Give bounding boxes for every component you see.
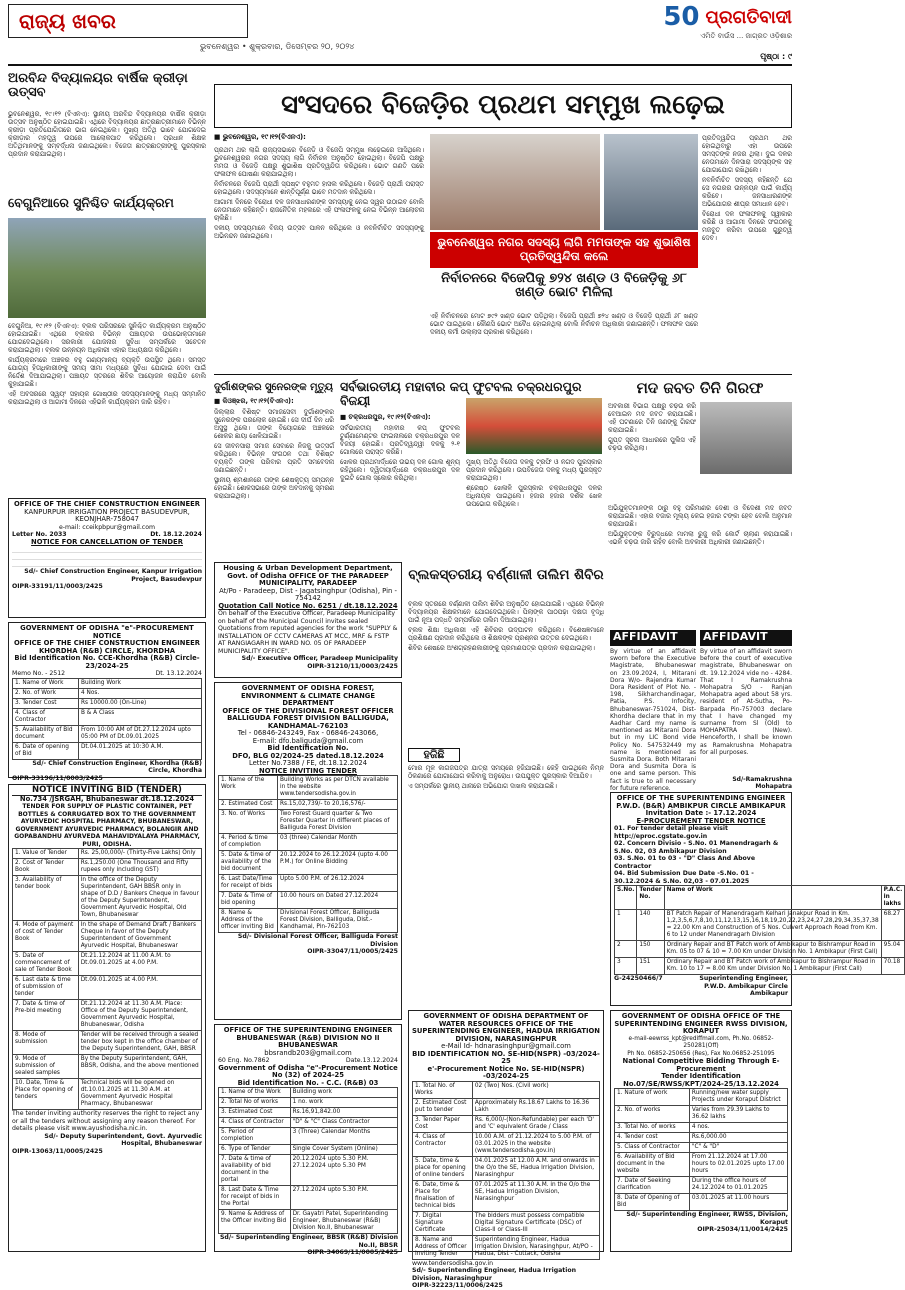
ad-koraput-table xyxy=(614,1088,788,1211)
photo-football xyxy=(466,398,602,454)
table-cell: 8. Name and Address of Officer Inviting Tender xyxy=(413,1235,473,1259)
table-cell: 3. Tender Paper Cost xyxy=(413,1115,473,1132)
table-cell: 5. Date & time of availability of the bid document xyxy=(219,851,278,875)
table-header-cell: S.No. xyxy=(615,886,637,910)
brand-name: ପ୍ରଗତିବାଦୀ xyxy=(705,6,792,28)
table-row xyxy=(413,1132,600,1156)
story-lost-notice: ମୋର ମୂଳ କାଗଜପତ୍ର ଯାତ୍ରା ସମୟରେ ହଜିଯାଇଛି। କେହି ପାଇଥିଲେ ନିମ୍ନ ଠିକଣାରେ ଯୋଗାଯୋଗ କରିବାକୁ ଅନୁରୋଧ। ଉପଯୁକ୍ତ ପୁରସ୍କାର ଦିଆଯିବ। ଏ ସମ୍ପର୍କରେ ସ୍ଥାନୀୟ ଥାନାରେ ଅଭିଯୋଗ ଦାଖଲ କରାଯାଇଛି। xyxy=(408,764,604,790)
table-cell: Rs 10000.00 (On-Line) xyxy=(78,698,201,708)
ad-balliguda-phone: Tel - 06846-243249, Fax - 06846-243066, xyxy=(237,729,379,737)
ad-hadua-notice: e'-Procurement Notice No. SE-HID(NSPR) -03/2024-25 xyxy=(427,1064,585,1080)
ad-kanpur xyxy=(8,498,206,618)
table-row xyxy=(219,892,398,909)
ad-kanpur-sub: KANPURPUR IRRIGATION PROJECT BASUDEVPUR, KEONJHAR-758047 xyxy=(24,507,190,523)
table-cell: Divisional Forest Officer, Balliguda Forest Division, Balliguda, Dist.-Kandhamal, Pin-762103 xyxy=(278,909,398,933)
table-header-cell: Name of Work xyxy=(664,886,881,910)
table-cell: 4 Nos. xyxy=(78,688,201,698)
table-row xyxy=(413,1098,600,1115)
ad-ayurvedic-oipr: OIPR-13063/11/0005/2425 xyxy=(12,1147,103,1155)
ad-paradeep-call: Quotation Call Notice No. 6251 / dt.18.12.2024 xyxy=(218,601,398,610)
ad-ambikapur-invite: Invitation Date :- 17.12.2024 xyxy=(645,809,757,817)
table-row xyxy=(615,1123,788,1133)
table-cell: 2. No. of works xyxy=(615,1106,690,1123)
table-cell: 6. Date of opening of Bid xyxy=(13,742,79,759)
ad-bbsr-rb-title: OFFICE OF THE SUPERINTENDING ENGINEER BHUBANESWAR (R&B) DIVISION NO II BHUBANESWAR xyxy=(223,1026,393,1049)
notice-line: 04. Bid Submission Due Date -S.No. 01 - 30.12.2024 & S.No. 02,03 - 07.01.2025 xyxy=(614,870,754,885)
table-row xyxy=(413,1180,600,1211)
headline-sports-meet: ଅରବିନ୍ଦ ବିଦ୍ୟାଳୟର ବାର୍ଷିକ କ୍ରୀଡ଼ା ଉତ୍ସବ xyxy=(8,71,188,101)
table-row xyxy=(219,1088,398,1098)
ad-balliguda xyxy=(214,682,402,1020)
table-cell: 2. Cost of Tender Book xyxy=(13,859,79,876)
table-row xyxy=(13,876,202,921)
headline-lost: ହଜିଛି xyxy=(408,748,460,762)
ad-paradeep-sign: Sd/- Executive Officer, Paradeep Municipality xyxy=(241,655,398,662)
table-cell: 2. Estimated Cost xyxy=(219,800,278,810)
ad-hadua-title: GOVERNMENT OF ODISHA DEPARTMENT OF WATER RESOURCES OFFICE OF THE SUPERINTENDING ENGINEER, HADUA IRRIGATION DIVISION, NARASINGHPUR xyxy=(412,1012,600,1043)
ad-balliguda-dfo: DFO, BLG 02/2024-25 dated.18.12.2024 xyxy=(232,751,384,760)
table-row xyxy=(13,921,202,952)
ad-balliguda-letter: Letter No.7388 / FE, dt.18.12.2024 xyxy=(248,759,368,767)
story-liquor-col2: ଅଭିଯୁକ୍ତମାନଙ୍କ ଠାରୁ ବହୁ ପରିମାଣର ଦେଶୀ ଓ ବିଦେଶୀ ମଦ ଜବତ କରାଯାଇଛି। ଏହାର ବଜାର ମୂଲ୍ୟ କେଇ ହଜାର ଟଙ୍କା ହେବ ବୋଲି ଅନୁମାନ କରାଯାଉଛି। ଅଭିଯୁକ୍ତଙ୍କ ବିରୁଦ୍ଧରେ ମାମଲା ରୁଜୁ କରି କୋର୍ଟ ଚାଲାଣ କରାଯାଇଛି। ଏଭଳି ଚଢ଼ଉ ଜାରି ରହିବ ବୋଲି ଅବକାରୀ ଅଧିକାରୀ ଜଣାଇଛନ୍ତି। xyxy=(608,504,792,546)
table-cell: From 21.12.2024 at 17.00 hours to 02.01.2025 upto 17.00 hours xyxy=(689,1153,787,1177)
ad-bbsr-rb-sign: Sd/- Superintending Engineer, BBSR (R&B) Division No.II, BBSR xyxy=(219,1234,398,1249)
ad-kanpur-email[interactable]: e-mail: cceikpbpur@gmail.com xyxy=(58,523,156,531)
table-cell: Dt.09.01.2025 at 4.00 P.M. xyxy=(78,976,201,1000)
table-row xyxy=(615,958,905,975)
ad-balliguda-bid: Bid Identification No. xyxy=(267,744,349,752)
table-cell: "D" & "C" Class Contractor xyxy=(290,1118,397,1128)
ad-paradeep-sub: At/Po - Paradeep, Dist - Jagatsinghpur (Odisha), Pin - 754142 xyxy=(219,586,397,602)
byline-keonjhar: ■ କିଓଞ୍ଝର, ୧୯।୧୨(ବିଏନଏ): xyxy=(214,397,294,405)
table-row xyxy=(219,1128,398,1145)
table-row xyxy=(219,1098,398,1108)
ad-ambikapur xyxy=(610,792,903,1006)
ad-balliguda-notice: NOTICE INVITING TENDER xyxy=(259,766,357,775)
ad-koraput-title: GOVERNMENT OF ODISHA OFFICE OF THE SUPERINTENDING ENGINEER RWSS DIVISION, KORAPUT xyxy=(614,1012,788,1035)
table-cell: 1. Name of Work xyxy=(13,678,79,688)
table-cell: Two Forest Guard quarter & Two Forester Quarter in different places of Balliguda Forest Division xyxy=(278,810,398,834)
table-row xyxy=(219,834,398,851)
affidavit2-body: By virtue of an affidavit sworn before the court of executive magistrate, Bhubaneswar on dt. 19.12.2024 vide no - 4284. That I Ramakrushna Mohapatra S/O - Ranjan Mohapatra aged about 58 yrs. resident of At-Sutha, Po-Barpada Pin-757003 declare that I have changed my surname from Sl (Old) to MOHAPATRA (New). Henceforth, I shall be known as Ramakrushna Mohapatra for all purposes. xyxy=(700,648,792,756)
table-cell: 4. Period & time of completion xyxy=(219,834,278,851)
table-row xyxy=(413,1235,600,1259)
ad-kanpur-date: Dt. 18.12.2024 xyxy=(150,531,202,538)
table-row xyxy=(615,910,905,941)
brand-tagline: ଏମିତି ବାଉଁସ ... ଜାଗ୍ରତ ଓଡ଼ିଶାର xyxy=(700,32,792,40)
table-cell: Rs. 6,000/-(Non-Refundable) per each 'D' and 'C' equivalent Grade / Class xyxy=(472,1115,599,1132)
ad-kanpur-oipr: OIPR-33191/11/0003/2425 xyxy=(12,583,103,590)
ad-khordha-sub: OFFICE OF THE CHIEF CONSTRUCTION ENGINEER KHORDHA (R&B) CIRCLE, KHORDHA xyxy=(14,639,200,655)
notice-line: 03. S.No. 01 to 03 - "D" Class And Above Contractor xyxy=(614,855,756,870)
table-cell: 7. Date of Seeking clarification xyxy=(615,1177,690,1194)
table-row xyxy=(13,742,202,759)
story-football-col2: ମୁଖ୍ୟ ଅତିଥି ବିଜେତା ଦଳକୁ ଟ୍ରଫି ଓ ନଗଦ ପୁରସ୍କାର ପ୍ରଦାନ କରିଥିଲେ। ଉପବିଜେତା ଦଳକୁ ମଧ୍ୟ ପୁରସ୍କୃତ କରାଯାଇଥିଲା। ଶ୍ରେଷ୍ଠ ଖେଳାଳି ପୁରସ୍କାର ଚକ୍ରଧରପୁର ଦଳର ଅଧିନାୟକ ପାଇଥିଲେ। ହଜାର ହଜାର ଦର୍ଶକ ଖେଳ ଉପଭୋଗ କରିଥିଲେ। xyxy=(466,458,602,508)
headline-football: ସର୍ବଭାରତୀୟ ମହାବୀର କପ୍ ଫୁଟବଲ ଚକ୍ରଧରପୁର ବିଜୟୀ xyxy=(340,379,582,408)
ad-ambikapur-notice: E-PROCUREMENT TENDER NOTICE xyxy=(636,816,766,825)
table-row xyxy=(413,1211,600,1235)
table-cell: 150 xyxy=(637,941,664,958)
table-row xyxy=(219,810,398,834)
ad-hadua-table xyxy=(412,1081,600,1260)
notice-line: 02. Concern Divisio - S.No. 01 Manendragarh & S.No. 02, 03 Ambikapur Division xyxy=(614,840,779,855)
ad-ambikapur-sub: P.W.D. (B&R) AMBIKPUR CIRCLE AMBIKAPUR xyxy=(616,801,786,810)
ad-ayurvedic-sign: Sd/- Deputy Superintendent, Govt. Ayurvedic Hospital, Bhubaneswar xyxy=(44,1132,202,1147)
ad-ambikapur-title: OFFICE OF THE SUPERINTENDING ENGINEER xyxy=(616,794,786,802)
ad-khordha-title: GOVERNMENT OF ODISHA "e"-PROCUREMENT NOTICE xyxy=(20,624,194,640)
table-row xyxy=(219,776,398,800)
table-cell: Rs. 25,00,000/- (Thirty-Five Lakhs) Only xyxy=(78,849,201,859)
table-cell: 3. Tender Cost xyxy=(13,698,79,708)
ad-ayurvedic-title: NOTICE INVITING BID (TENDER) xyxy=(12,787,202,796)
ad-balliguda-sub: OFFICE OF THE DIVISIONAL FOREST OFFICER BALLIGUDA FOREST DIVISION BALLIGUDA, KANDHAMAL-762103 xyxy=(222,706,394,730)
table-cell: 6. Type of Tender xyxy=(219,1145,291,1155)
table-cell: 4. Class of Contractor xyxy=(413,1132,473,1156)
table-cell: 4. Tender cost xyxy=(615,1133,690,1143)
table-row xyxy=(413,1156,600,1180)
table-cell: 10.00 hours on Dated 27.12.2024 xyxy=(278,892,398,909)
header-rule xyxy=(8,64,792,66)
table-cell: 7. Date & Time of bid opening xyxy=(219,892,278,909)
ad-hadua-email[interactable]: e-Mail Id- hdnarasinghpur@gmail.com xyxy=(441,1042,571,1050)
table-row xyxy=(615,1133,788,1143)
photo-program xyxy=(8,218,206,318)
affidavit2-title: AFFIDAVIT xyxy=(700,630,792,646)
date-line: ଭୁବନେଶ୍ୱର • ଶୁକ୍ରବାର, ଡିସେମ୍ବର ୨୦, ୨୦୨୪ xyxy=(200,42,355,51)
table-header-cell: P.A.C. in lakhs xyxy=(881,886,905,910)
photo-mamata xyxy=(430,134,600,230)
ad-khordha-date: Dt. 13.12.2024 xyxy=(155,670,202,677)
ad-koraput xyxy=(610,1010,792,1252)
ad-hadua-site[interactable]: www.tendersodisha.gov.in xyxy=(412,1259,494,1267)
table-cell: 5. Period of completion xyxy=(219,1128,291,1145)
table-cell: 4. Class of Contractor xyxy=(219,1118,291,1128)
table-row xyxy=(615,941,905,958)
story-obituary: ଜିଲ୍ଲାର ବିଶିଷ୍ଟ ସମାଜସେବୀ ଦୁର୍ଗାଶଙ୍କର ସୁନେରଙ୍କ ପରଲୋକ ହୋଇଛି। ସେ ଦୀର୍ଘ ଦିନ ଧରି ଅସୁସ୍ଥ ଥିଲେ। ତାଙ୍କ ବିୟୋଗରେ ଅଞ୍ଚଳରେ ଶୋକର ଛାୟା ଖେଳିଯାଇଛି। ସେ ଜୀବନସାରା ସମାଜ ସେବାରେ ନିଜକୁ ଉତ୍ସର୍ଗ କରିଥିଲେ। ବିଭିନ୍ନ ସଂଗଠନ ତଥା ବିଶିଷ୍ଟ ବ୍ୟକ୍ତି ତାଙ୍କ ପରିବାର ପ୍ରତି ସମବେଦନା ଜଣାଇଛନ୍ତି। ସ୍ଥାନୀୟ ଶ୍ମଶାନରେ ତାଙ୍କ ଶେଷକୃତ୍ୟ ସମ୍ପନ୍ନ ହୋଇଛି। ଶୋକସଭାରେ ତାଙ୍କ ଅବଦାନକୁ ସ୍ମରଣ କରାଯାଇଥିଲା। xyxy=(214,408,334,500)
table-cell: 3 xyxy=(615,958,637,975)
table-cell: 02 (Two) Nos. (Civil work) xyxy=(472,1081,599,1098)
table-row xyxy=(13,849,202,859)
table-row xyxy=(413,1081,600,1098)
table-cell: 2. Total No of works xyxy=(219,1098,291,1108)
table-row xyxy=(13,725,202,742)
table-row xyxy=(615,1089,788,1106)
table-row xyxy=(219,1108,398,1118)
ad-bbsr-rb-email[interactable]: bbsrandb203@gmail.com xyxy=(264,1048,352,1057)
ad-koraput-sign: Sd/- Superintending Engineer, RWSS, Division, Koraput xyxy=(626,1211,788,1226)
table-cell: Upto 5.00 P.M. of 26.12.2024 xyxy=(278,875,398,892)
table-cell: 68.27 xyxy=(881,910,905,941)
table-row xyxy=(13,678,202,688)
ad-bbsr-rb xyxy=(214,1024,402,1256)
ad-bbsr-rb-date: Date.13.12.2024 xyxy=(345,1057,398,1064)
table-cell: Tender will be received through a sealed tender box kept in the office chamber of the Deputy Superintendent, GAH, BBSR xyxy=(78,1031,201,1055)
table-row xyxy=(13,698,202,708)
ad-koraput-no: Tender Identification No.07/SE/RWSS/KPT/2024-25/13.12.2024 xyxy=(623,1072,779,1088)
table-cell: 6. Last date & time of submission of tender xyxy=(13,976,79,1000)
table-cell: 3. Total No. of works xyxy=(615,1123,690,1133)
table-row xyxy=(219,851,398,875)
table-row xyxy=(219,1145,398,1155)
table-cell: 20.12.2024 to 26.12.2024 (upto 4.00 P.M.) for Online Bidding xyxy=(278,851,398,875)
ad-kanpur-letter: Letter No. 2033 xyxy=(12,531,67,538)
ad-koraput-oipr: OIPR-25034/11/0014/2425 xyxy=(697,1226,788,1233)
ad-balliguda-email[interactable]: E-mail: dfo.baliguda@gmail.com xyxy=(252,736,364,745)
table-cell: 10.00 A.M. of 21.12.2024 to 5.00 P.M. of 03.01.2025 in the website (www.tendersodisha.gov.in) xyxy=(472,1132,599,1156)
lead-story-col2: ଏହି ନିର୍ବାଚନରେ ମୋଟ ୭୯୨ ଖଣ୍ଡ ଭୋଟ ପଡ଼ିଥିଲା। ବିଜେପି ପ୍ରାର୍ଥୀ ୭୨୪ ଖଣ୍ଡ ଓ ବିଜେଡ଼ି ପ୍ରାର୍ଥୀ ୬୮ ଖଣ୍ଡ ଭୋଟ ପାଇଥିଲେ। କୌଣସି ଭୋଟ ଅବୈଧ ହୋଇନଥିଲା ବୋଲି ନିର୍ବାଚନ ଅଧିକାରୀ ଜଣାଇଛନ୍ତି। ଫଳାଫଳ ପରେ ଦଳୀୟ କର୍ମୀ ଉଲ୍ଲାସ ପ୍ରକାଶ କରିଥିଲେ। xyxy=(430,312,698,336)
ad-paradeep-body: On behalf of the Executive Officer, Paradeep Municipality on behalf of the Municipal Council invites sealed Quotations from reputed agencies for the work "SUPPLY & INSTALLATION OF CCTV CAMERAS AT MCC, MRF & FSTP AT RANGIAGARH IN WARD NO. 05 OF PARADEEP MUNICIPALITY OFFICE". xyxy=(218,610,398,655)
ad-ambikapur-lines xyxy=(614,825,788,885)
table-cell: B & A Class xyxy=(78,708,201,725)
ad-bbsr-rb-procure: Government of Odisha "e"-Procurement Notice No (32) of 2024-25 xyxy=(218,1063,398,1079)
table-cell: During the office hours of 24.12.2024 to 01.01.2025 xyxy=(689,1177,787,1194)
table-cell: 5. Class of Contractor xyxy=(615,1143,690,1153)
byline-chakradharpur: ■ ଚକ୍ରଧରପୁର, ୧୯।୧୨(ବିଏନଏ): xyxy=(340,413,431,421)
table-cell: 1. Nature of work xyxy=(615,1089,690,1106)
ad-khordha-sign: Sd/- Chief Construction Engineer, Khordha (R&B) Circle, Khordha xyxy=(32,759,202,774)
table-cell: From 10:00 AM of Dt.27.12.2024 upto 05:00 PM of Dt.09.01.2025 xyxy=(78,725,201,742)
table-cell: Single Cover System (Online) xyxy=(290,1145,397,1155)
table-cell: 70.18 xyxy=(881,958,905,975)
anniversary-logo: 50 xyxy=(663,2,700,32)
headline-beguniya: ବେଗୁନିଆରେ ସୁନିଶ୍ଚିତ କାର୍ଯ୍ୟକ୍ରମ xyxy=(8,195,174,210)
table-cell: In the shape of Demand Draft / Bankers Cheque in favor of the Deputy Superintendent of Government Ayurvedic Hospital, Bhubaneswar xyxy=(78,921,201,952)
table-cell: 8. Mode of submission xyxy=(13,1031,79,1055)
ad-hadua-sign: Sd/- Superintending Engineer, Hadua Irrigation Division, Narasinghpur xyxy=(412,1267,577,1282)
table-row xyxy=(219,800,398,810)
table-row xyxy=(13,708,202,725)
page-number: ପୃଷ୍ଠା : ୯ xyxy=(760,52,792,61)
table-cell: BT Patch Repair of Manendragarh Kelhari Janakpur Road in Km. 1,2,3,5,6,7,8,10,11,12,13,15,16,18,19,20,22,23,24,27,28,29,34,35,37,38 = 22.00 Km and Construction of 5 Nos. Culvert Approach Road from Km. 6 to 12 under Manendragarh Division xyxy=(664,910,881,941)
lead-subhead: ନିର୍ବାଚନରେ ବିଜେପିକୁ ୭୨୪ ଖଣ୍ଡ ଓ ବିଜେଡ଼ିକୁ ୬୮ ଖଣ୍ଡ ଭୋଟ ମିଳିଲା xyxy=(441,271,687,301)
table-cell: 3. No. of Works xyxy=(219,810,278,834)
ad-hadua-bid: BID IDENTIFICATION NO. SE-HID(NSPR) -03/2024-25 xyxy=(412,1049,600,1065)
table-cell: 3 (Three) Calendar Months xyxy=(290,1128,397,1145)
ad-ambikapur-sign: Superintending Engineer, P.W.D. Ambikapur Circle Ambikapur xyxy=(699,975,788,997)
ad-ayurvedic-footer: The tender inviting authority reserves the right to reject any or all the tenders without assigning any reason thereof. For details please visit www.ayushodisha.nic.in. xyxy=(12,1110,200,1132)
table-cell: 5. Date, time & place for opening of online tenders xyxy=(413,1156,473,1180)
section-title: ରାଜ୍ୟ ଖବର xyxy=(8,4,248,38)
table-cell: 4 nos. xyxy=(689,1123,787,1133)
story-liquor-col1: ଅବକାରୀ ବିଭାଗ ପକ୍ଷରୁ ଚଢ଼ଉ କରି ବେଆଇନ ମଦ ଜବତ କରାଯାଇଛି। ଏହି ଘଟଣାରେ ତିନି ଜଣଙ୍କୁ ଗିରଫ କରାଯାଇଛି। ଗୁପ୍ତ ସୂଚନା ଆଧାରରେ ପୁଲିସ ଏହି ଚଢ଼ଉ କରିଥିଲା। xyxy=(608,402,696,452)
table-cell: 8. Name & Address of the officer inviting Bid xyxy=(219,909,278,933)
ad-kanpur-sign: Sd/- Chief Construction Engineer, Kanpur Irrigation Project, Basudevpur xyxy=(24,568,202,583)
ad-paradeep-title: Housing & Urban Development Department, Govt. of Odisha OFFICE OF THE PARADEEP MUNICIPALITY, PARADEEP xyxy=(223,564,393,587)
table-row xyxy=(13,1000,202,1031)
ad-kanpur-body xyxy=(12,546,202,568)
table-cell: Dt.21.12.2024 at 11.00 A.M. to Dt.09.01.2025 at 4.00 P.M. xyxy=(78,952,201,976)
table-cell: 8. Date of Opening of Bid xyxy=(615,1194,690,1211)
table-cell: 4. Class of Contractor xyxy=(13,708,79,725)
ad-kanpur-title: OFFICE OF THE CHIEF CONSTRUCTION ENGINEER xyxy=(14,500,200,508)
table-cell: 5. Availability of Bid document xyxy=(13,725,79,742)
notice-line: 01. For tender detail please visit http://eproc.cgstate.gov.in xyxy=(614,825,728,840)
affidavit1-title: AFFIDAVIT xyxy=(610,630,696,646)
table-cell: Rs.15,02,739/- to 20,16,576/- xyxy=(278,800,398,810)
table-cell: 95.04 xyxy=(881,941,905,958)
lead-story-col1: ପ୍ରଥମ ଥର ଲାଗି ରାଜ୍ୟସଭାରେ ବିଜେଡ଼ି ଓ ବିଜେପି ସମ୍ମୁଖ ଲଢ଼େଇରେ ଆସିଥିଲେ। ଭୁବନେଶ୍ୱରର ନଗର ସଦସ୍ୟ ଲାଗି ନିର୍ବାଚନ ଅନୁଷ୍ଠିତ ହୋଇଥିଲା। ବିଜେପି ପକ୍ଷରୁ ମମତା ଓ ବିଜେଡ଼ି ପକ୍ଷରୁ ଶୁଭାଶିଷ ପ୍ରତିଦ୍ୱନ୍ଦିତା କରିଥିଲେ। ଭୋଟ ଗଣତି ପରେ ଫଳାଫଳ ଘୋଷଣା କରାଯାଇଥିଲା। ନିର୍ବାଚନରେ ବିଜେପି ପ୍ରାର୍ଥୀ ସ୍ପଷ୍ଟ ବହୁମତ ହାସଲ କରିଥିଲେ। ବିଜେଡ଼ି ପ୍ରାର୍ଥୀ ପରାସ୍ତ ହୋଇଥିଲେ। ସଦସ୍ୟମାନେ ଶାନ୍ତିପୂର୍ଣ୍ଣ ଭାବେ ମତଦାନ କରିଥିଲେ। ଆଗାମୀ ଦିନରେ ବିରୋଧୀ ଦଳ ଜନସାଧାରଣଙ୍କ ସମସ୍ୟାକୁ ନେଇ ସ୍ୱର ଉଠାଇବ ବୋଲି ନେତାମାନେ କହିଛନ୍ତି। ରାଜନୈତିକ ମହଲରେ ଏହି ଫଳାଫଳକୁ ନେଇ ବିଭିନ୍ନ ଆଲୋଚନା ଚାଲିଛି। ଦଳୀୟ ସଦସ୍ୟମାନେ ବିଜୟ ଉତ୍ସବ ପାଳନ କରିଥିଲେ ଓ ନବନିର୍ବାଚିତ ସଦସ୍ୟଙ୍କୁ ଅଭିନନ୍ଦନ ଜଣାଇଥିଲେ। xyxy=(214,146,424,240)
table-cell: 3. Availability of tender book xyxy=(13,876,79,921)
ad-khordha xyxy=(8,622,206,782)
ad-balliguda-table xyxy=(218,775,398,933)
table-cell: 03 (three) Calendar Month xyxy=(278,834,398,851)
ad-koraput-ph: Ph No. 06852-250656 (Res), Fax No.06852-251095 xyxy=(627,1050,775,1057)
table-cell: Building Work xyxy=(78,678,201,688)
table-row xyxy=(219,909,398,933)
table-row xyxy=(13,952,202,976)
table-cell: Rs.16,91,842.00 xyxy=(290,1108,397,1118)
table-cell: 8. Last Date & Time for receipt of bids in the Portal xyxy=(219,1186,291,1210)
ad-balliguda-oipr: OIPR-33047/11/0005/2425 xyxy=(307,948,398,955)
headline-obituary: ଦୁର୍ଗାଶଙ୍କର ସୁନେରଙ୍କ ମୃତ୍ୟୁ xyxy=(214,382,334,393)
story-training-camp: ବ୍ଲକ ସ୍ତରରେ ବର୍ଣ୍ଣାଳୀ ତାଲିମ ଶିବିର ଅନୁଷ୍ଠିତ ହୋଇଯାଇଛି। ଏଥିରେ ବିଭିନ୍ନ ବିଦ୍ୟାଳୟର ଶିକ୍ଷକମାନେ ଯୋଗଦେଇଥିଲେ। ପିଲାଙ୍କ ପାଠପଢ଼ା ଦକ୍ଷତା ବୃଦ୍ଧି ପାଇଁ ନୂଆ ପଦ୍ଧତି ସମ୍ପର୍କରେ ତାଲିମ ଦିଆଯାଇଥିଲା। ବ୍ଲକ ଶିକ୍ଷା ଅଧିକାରୀ ଏହି ଶିବିରର ଉଦ୍‌ଘାଟନ କରିଥିଲେ। ବିଶେଷଜ୍ଞମାନେ ପ୍ରଶିକ୍ଷଣ ପ୍ରଦାନ କରିଥିଲେ ଓ ଶିକ୍ଷକଙ୍କ ପ୍ରଶ୍ନର ଉତ୍ତର ଦେଇଥିଲେ। ଶିବିର ଶେଷରେ ଅଂଶଗ୍ରହଣକାରୀଙ୍କୁ ପ୍ରମାଣପତ୍ର ପ୍ରଦାନ କରାଯାଇଥିଲା। xyxy=(408,600,604,652)
story-sports-meet: ଭୁବନେଶ୍ୱର, ୧୯।୧୨ (ବିଏନଏ): ସ୍ଥାନୀୟ ଅରବିନ୍ଦ ବିଦ୍ୟାଳୟର ବାର୍ଷିକ କ୍ରୀଡ଼ା ଉତ୍ସବ ଅନୁଷ୍ଠିତ ହୋଇଯାଇଛି। ଏଥିରେ ବିଦ୍ୟାଳୟର ଛାତ୍ରଛାତ୍ରୀମାନେ ବିଭିନ୍ନ କ୍ରୀଡ଼ା ପ୍ରତିଯୋଗିତାରେ ଭାଗ ନେଇଥିଲେ। ମୁଖ୍ୟ ଅତିଥି ଭାବେ ଯୋଗଦେଇ କ୍ରୀଡ଼ାର ମହତ୍ତ୍ୱ ଉପରେ ଆଲୋକପାତ କରିଥିଲେ। ପ୍ରଧାନ ଶିକ୍ଷକ ଅତିଥିମାନଙ୍କୁ ସମ୍ବର୍ଦ୍ଧନା ଜଣାଇଥିଲେ। ବିଜେତା ଛାତ୍ରଛାତ୍ରୀଙ୍କୁ ପୁରସ୍କାର ପ୍ରଦାନ କରାଯାଇଥିଲା। xyxy=(8,110,206,158)
table-cell: 4. Mode of payment of cost of Tender Book xyxy=(13,921,79,952)
ad-ayurvedic-table xyxy=(12,848,202,1110)
table-cell: 151 xyxy=(637,958,664,975)
ad-bbsr-rb-po: 60 Eng. No.7862 xyxy=(218,1057,270,1064)
ad-bbsr-rb-oipr: OIPR-34069/11/0005/2425 xyxy=(307,1249,398,1256)
table-row xyxy=(615,1194,788,1211)
table-cell: 7. Digital Signature Certificate xyxy=(413,1211,473,1235)
table-cell: 27.12.2024 upto 5.30 P.M. xyxy=(290,1186,397,1210)
table-cell: 1. Name of the Work xyxy=(219,776,278,800)
table-cell: Rs.6,000.00 xyxy=(689,1133,787,1143)
story-beguniya: ବେଗୁନିଆ, ୧୯।୧୨ (ବିଏନଏ): ବ୍ଲକ ପରିସରରେ ସୁନିଶ୍ଚିତ କାର୍ଯ୍ୟକ୍ରମ ଅନୁଷ୍ଠିତ ହୋଇଯାଇଛି। ଏଥିରେ ବ୍ଲକର ବିଭିନ୍ନ ପଞ୍ଚାୟତର ଉପଭୋକ୍ତାମାନେ ଯୋଗଦେଇଥିଲେ। ସରକାରୀ ଯୋଜନାର ସୁବିଧା ସମ୍ପର୍କରେ ସଚେତନ କରାଯାଇଥିଲା। ବ୍ଲକ ଉନ୍ନୟନ ଅଧିକାରୀ ଏହାର ଅଧ୍ୟକ୍ଷତା କରିଥିଲେ। କାର୍ଯ୍ୟକ୍ରମରେ ଅଞ୍ଚଳର ବହୁ ଗଣ୍ୟମାନ୍ୟ ବ୍ୟକ୍ତି ଉପସ୍ଥିତ ଥିଲେ। ସମସ୍ତ ଯୋଗ୍ୟ ହିତାଧିକାରୀଙ୍କୁ ସମୟ ସୀମା ମଧ୍ୟରେ ସୁବିଧା ଯୋଗାଇ ଦେବା ପାଇଁ ନିର୍ଦ୍ଦେଶ ଦିଆଯାଇଥିଲା। ପଞ୍ଚାୟତ ସ୍ତରରେ ଶିବିର ଆୟୋଜନ କରାଯିବ ବୋଲି କୁହାଯାଇଛି। ଏହି ଅବସରରେ ସ୍ୱୟଂ ସହାୟକ ଗୋଷ୍ଠୀର ସଦସ୍ୟମାନଙ୍କୁ ମଧ୍ୟ ସମ୍ମାନିତ କରାଯାଇଥିଲା ଓ ଆଗାମୀ ଦିନରେ ଏହିଭଳି କାର୍ଯ୍ୟକ୍ରମ ଜାରି ରହିବ। xyxy=(8,322,206,406)
table-row xyxy=(13,976,202,1000)
table-row xyxy=(219,1210,398,1234)
photo-subhashish xyxy=(604,134,698,230)
table-cell: 03.01.2025 at 11.00 hours xyxy=(689,1194,787,1211)
table-cell: Running/new water supply Projects under Koraput District xyxy=(689,1089,787,1106)
table-cell: Approximately Rs.18.67 Lakhs to 16.36 Lakh xyxy=(472,1098,599,1115)
ad-ambikapur-table xyxy=(614,885,905,975)
ad-ambikapur-code: G-24250466/7 xyxy=(614,975,663,982)
ad-bbsr-rb-bid: Bid Identification No. - C.C. (R&B) 03 xyxy=(237,1078,379,1087)
table-cell: 9. Name & Address of the Officer inviting Bid xyxy=(219,1210,291,1234)
ad-hadua xyxy=(408,1010,604,1289)
table-cell: 20.12.2024 upto 5.30 P.M. 27.12.2024 upto 5.30 PM xyxy=(290,1155,397,1186)
table-cell: 2. No. of Work xyxy=(13,688,79,698)
ad-koraput-notice: National Competitive Bidding Through E-Procurement xyxy=(622,1057,780,1073)
ad-balliguda-sign: Sd/- Divisional Forest Officer, Balliguda Forest Division xyxy=(237,933,398,948)
lead-byline: ■ ଭୁବନେଶ୍ୱର, ୧୯।୧୨(ବିଏନଏ): xyxy=(214,133,306,141)
lead-photo-caption: ଭୁବନେଶ୍ୱର ନଗର ସଦସ୍ୟ ଲାଗି ମମତାଙ୍କ ସହ ଶୁଭାଶିଷ ପ୍ରତିଦ୍ୱନ୍ଦିତା କଲେ xyxy=(430,232,698,268)
table-cell: 7. Date & time of availability of bid document in the portal xyxy=(219,1155,291,1186)
table-cell: 1 no. work xyxy=(290,1098,397,1108)
table-row xyxy=(615,1106,788,1123)
table-cell: 1. Total No. of Works xyxy=(413,1081,473,1098)
table-header-cell: Tender No. xyxy=(637,886,664,910)
ad-ayurvedic-no: No.734 /JSRGAH, Bhubaneswar dt.18.12.2024 xyxy=(19,794,195,803)
table-cell: 140 xyxy=(637,910,664,941)
table-cell: Dt.21.12.2024 at 11.30 A.M. Place: Office of the Deputy Superintendent, Government Ayurvedic Hospital, Bhubaneswar, Odisha xyxy=(78,1000,201,1031)
table-cell: 5. Date of commencement of sale of Tender Book xyxy=(13,952,79,976)
table-row xyxy=(13,1055,202,1079)
table-cell: 6. Date, time & Place for finalisation of technical bids xyxy=(413,1180,473,1211)
table-cell: 9. Mode of submission of sealed samples xyxy=(13,1055,79,1079)
table-row xyxy=(219,875,398,892)
table-cell: Ordinary Repair and BT Patch work of Ambikapur to Bishrampur Road in Km. 10 to 17 = 8.00 Km under Division No. 1 Ambikapur (First Call) xyxy=(664,958,881,975)
table-cell: Dr. Gayatri Patel, Superintending Engineer, Bhubaneswar (R&B) Division No.II, Bhubaneswar xyxy=(290,1210,397,1234)
ad-khordha-memo: Memo No. - 2512 xyxy=(12,670,66,677)
table-cell: Dt.04.01.2025 at 10:30 A.M. xyxy=(78,742,201,759)
table-cell: 10. Date, Time & Place for opening of tenders xyxy=(13,1079,79,1110)
table-cell: Technical bids will be opened on dt.10.01.2025 at 11.30 A.M. at Government Ayurvedic Hospital Pharmacy, Bhubaneswar xyxy=(78,1079,201,1110)
table-cell: 2. Estimated Cost put to tender xyxy=(413,1098,473,1115)
table-cell: 07.01.2025 at 11.30 A.M. in the O/o the SE, Hadua Irrigation Division, Narasinghpur xyxy=(472,1180,599,1211)
affidavit1-body: By virtue of an affidavit sworn before the Executive Magistrate, Bhubaneswar on 23.09.2024, I, Mitarani Dora W/o- Rajendra Kumar Dora Resident of Plot No. - 198, Sikharchandinagar, Patia, P.S. Infocity, Bhubaneswar-751024, Dist-Khordha declare that in my Aadhar Card my name is mentioned as Mitarani Dora but in my LIC Bond vide Policy No. 547532449 my name is mentioned as Susmita Dora. Both Mitarani Dora and Susmita Dora is one and same person. This fact is true to all necessary for future reference. xyxy=(610,648,696,792)
table-cell: Superintending Engineer, Hadua Irrigation Division, Narasinghpur, At/PO - Hadua, Dist - Cuttack, Odisha xyxy=(472,1235,599,1259)
table-cell: 3. Estimated Cost xyxy=(219,1108,291,1118)
table-cell: Building work xyxy=(290,1088,397,1098)
table-cell: 1 xyxy=(615,910,637,941)
table-row xyxy=(413,1115,600,1132)
table-row xyxy=(13,688,202,698)
table-cell: "C" & "D" xyxy=(689,1143,787,1153)
ad-koraput-email[interactable]: e-mail-eewrss_kpt@rediffmail.com, Ph.No. 06852-250281(Off) xyxy=(628,1035,774,1049)
ad-khordha-oipr: OIPR-33196/11/0003/2425 xyxy=(12,774,103,782)
table-cell: Varies from 29.39 Lakhs to 36.62 lakhs xyxy=(689,1106,787,1123)
ad-khordha-table xyxy=(12,678,202,760)
ad-ayurvedic-sub: TENDER FOR SUPPLY OF PLASTIC CONTAINER, PET BOTTLES & CORRUGATED BOX TO THE GOVERNMENT AYURVEDIC HOSPITAL PHARMACY, BHUBANESWAR, GOVERNMENT AYURVEDIC PHARMACY, BOLANGIR AND GOPABANDHU AYURVEDA MAHAVIDYALAYA PHARMACY, PURI, ODISHA. xyxy=(14,803,200,848)
table-cell: 04.01.2025 at 12.00 A.M. and onwards in the O/o the SE, Hadua Irrigation Division, Narasinghpur xyxy=(472,1156,599,1180)
ad-paradeep-oipr: OIPR-31210/11/0003/2425 xyxy=(307,662,398,670)
table-row xyxy=(219,1186,398,1210)
table-row xyxy=(13,1031,202,1055)
table-row xyxy=(615,1177,788,1194)
table-cell: The bidders must possess compatible Digital Signature Certificate (DSC) of Class-II or Class-III xyxy=(472,1211,599,1235)
table-cell: By the Deputy Superintendent, GAH, BBSR, Odisha, and the above mentioned xyxy=(78,1055,201,1079)
headline-liquor: ମଦ ଜବତ ତିନି ଗିରଫ xyxy=(636,379,764,397)
table-cell: Building Works as per DTCN available in the website www.tendersodisha.gov.in xyxy=(278,776,398,800)
table-row xyxy=(219,1155,398,1186)
lead-headline: ସଂସଦରେ ବିଜେଡ଼ିର ପ୍ରଥମ ସମ୍ମୁଖ ଲଢ଼େଇ xyxy=(214,84,792,128)
ad-khordha-bid: Bid Identification No. CCE-Khordha (R&B) Circle-23/2024-25 xyxy=(14,654,200,670)
headline-training-camp: ବ୍ଲକସ୍ତରୀୟ ବର୍ଣ୍ଣାଳୀ ତାଲିମ ଶିବିର xyxy=(408,567,604,583)
ad-hadua-oipr: OIPR-32223/11/0006/2425 xyxy=(412,1282,503,1289)
story-football-col1: ସର୍ବଭାରତୀୟ ମହାବୀର କପ୍ ଫୁଟବଲ ଟୁର୍ଣ୍ଣାମେଣ୍ଟର ଫାଇନାଲରେ ଚକ୍ରଧରପୁର ଦଳ ବିଜୟୀ ହୋଇଛି। ପ୍ରତିଦ୍ୱନ୍ଦ୍ୱୀ ଦଳକୁ ୨-୧ ଗୋଲରେ ପରାସ୍ତ କରିଛି। ଖେଳର ପ୍ରଥମାର୍ଦ୍ଧରେ ଉଭୟ ଦଳ ଗୋଲ ଶୂନ୍ୟ ରହିଥିଲେ। ଦ୍ୱିତୀୟାର୍ଦ୍ଧରେ ଚକ୍ରଧରପୁର ଦଳ ଦୁଇଟି ଗୋଲ ସ୍କୋର କରିଥିଲା। xyxy=(340,424,460,482)
table-cell: Rs.1,250.00 (One Thousand and Fifty rupees only including GST) xyxy=(78,859,201,876)
table-row xyxy=(615,1153,788,1177)
photo-liquor xyxy=(700,402,792,474)
table-row xyxy=(13,859,202,876)
table-cell: 6. Last Date/Time for receipt of bids xyxy=(219,875,278,892)
table-row xyxy=(615,1143,788,1153)
lead-story-col4: ପ୍ରତିଦ୍ୱନ୍ଦିତା ପ୍ରଥମ ଥର ହୋଇଥିବାରୁ ଏହା ଉପରେ ସମସ୍ତଙ୍କ ନଜର ଥିଲା। ଦୁଇ ଦଳର ନେତାମାନେ ଦିନସାରା ସଦସ୍ୟଙ୍କ ସହ ଯୋଗାଯୋଗ ରଖିଥିଲେ। ନବନିର୍ବାଚିତ ସଦସ୍ୟ କହିଛନ୍ତି ଯେ ସେ ନଗରର ଉନ୍ନୟନ ପାଇଁ କାର୍ଯ୍ୟ କରିବେ। ଜନସାଧାରଣଙ୍କ ଅଭିଯୋଗର ଶୀଘ୍ର ସମାଧାନ ହେବ। ବିରୋଧୀ ଦଳ ଫଳାଫଳକୁ ସ୍ୱୀକାର କରିଛି ଓ ଆଗାମୀ ଦିନରେ ସଂଗଠନକୁ ମଜବୁତ କରିବା ଉପରେ ଗୁରୁତ୍ୱ ଦେବ। xyxy=(702,134,792,242)
table-cell: 1. Name of the Work xyxy=(219,1088,291,1098)
table-cell: In the office of the Deputy Superintendent, GAH BBSR only in shape of D.D / Bankers Cheque in favour of the Deputy Superintendent, Government Ayurvedic Hospital, Old Town, Bhubaneswar xyxy=(78,876,201,921)
table-row xyxy=(13,1079,202,1110)
table-row xyxy=(219,1118,398,1128)
table-cell: 1. Value of Tender xyxy=(13,849,79,859)
table-cell: Ordinary Repair and BT Patch work of Ambikapur to Bishrampur Road in Km. 05 to 07 & 10 = 7.00 Km under Division No. 1 Ambikapur (First Call) xyxy=(664,941,881,958)
table-cell: 6. Availability of Bid document in the website xyxy=(615,1153,690,1177)
affidavit2-sign: Sd/-Ramakrushna Mohapatra xyxy=(732,776,792,790)
ad-ayurvedic xyxy=(8,784,206,1252)
table-cell: 7. Date & time of Pre-bid meeting xyxy=(13,1000,79,1031)
ad-kanpur-notice: NOTICE FOR CANCELLATION OF TENDER xyxy=(31,537,183,546)
table-cell: 2 xyxy=(615,941,637,958)
ad-paradeep xyxy=(214,562,402,678)
ad-balliguda-title: GOVERNMENT OF ODISHA FOREST, ENVIRONMENT & CLIMATE CHANGE DEPARTMENT xyxy=(240,684,376,707)
ad-bbsr-rb-table xyxy=(218,1087,398,1234)
